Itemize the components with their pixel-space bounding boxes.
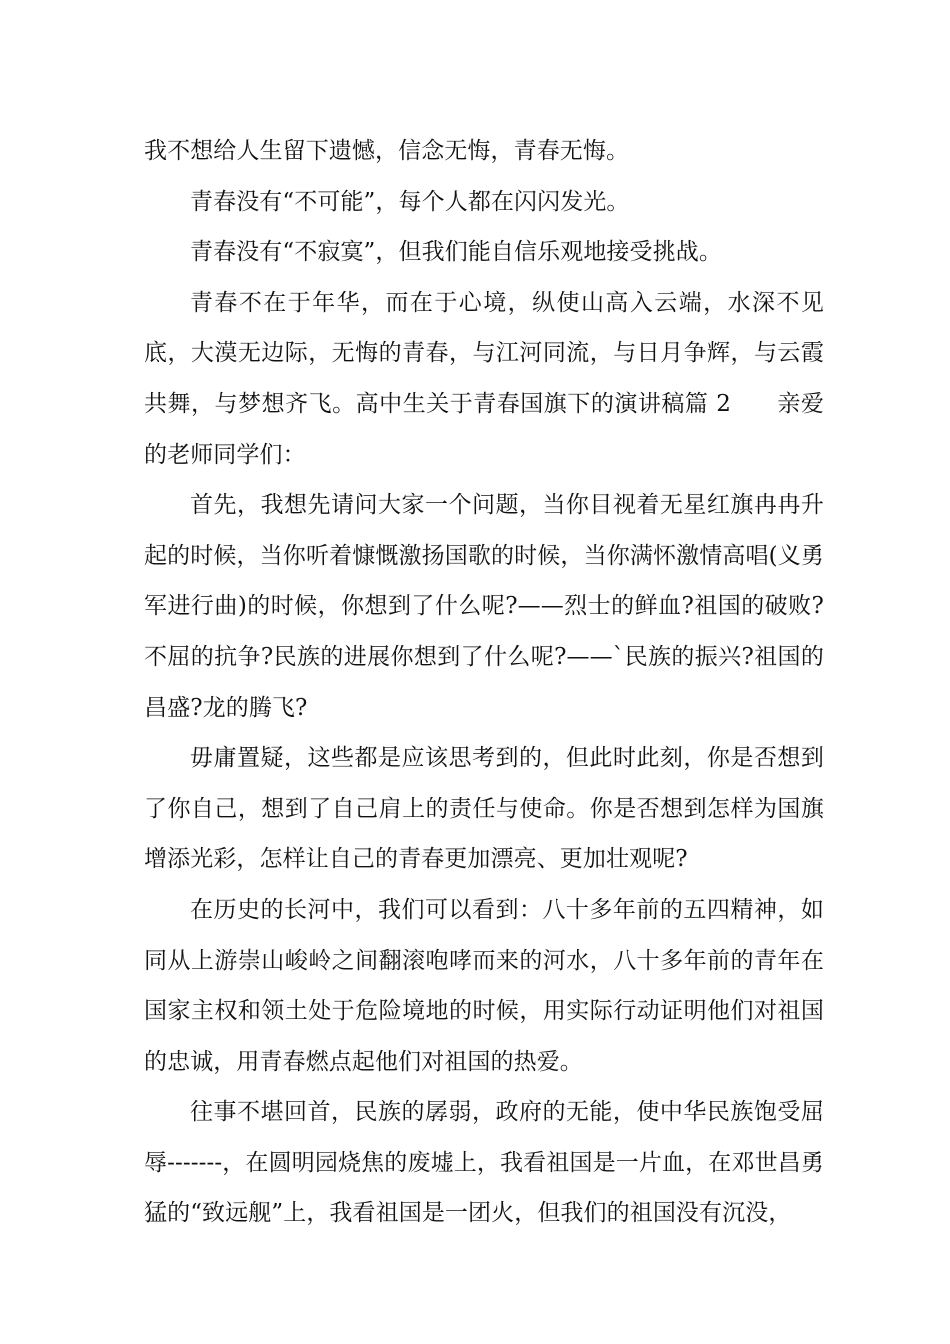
paragraph (144, 278, 824, 480)
paragraph: 我不想给人生留下遗憾，信念无悔，青春无悔。 (144, 138, 630, 164)
speech-title: 高中生关于青春国旗下的演讲稿篇 2 (355, 390, 731, 417)
paragraph: 毋庸置疑，这些都是应该思考到的，但此时此刻，你是否想到了你自己，想到了自己肩上的责任与使命。你是否想到怎样为国旗增添光彩，怎样让自己的青春更加漂亮、更加壮观呢? (144, 745, 824, 873)
paragraph: 青春没有“不可能”，每个人都在闪闪发光。 (190, 188, 630, 215)
paragraph: 首先，我想先请问大家一个问题，当你目视着无星红旗冉冉升起的时候，当你听着慷慨激扬国歌的时候，当你满怀激情高唱(义勇军进行曲)的时候，你想到了什么呢?——烈士的鲜血?祖国的破败?不屈的抗争?民族的进展你想到了什么呢?——`民族的振兴?祖国的昌盛?龙的腾飞? (144, 492, 824, 721)
paragraph: 往事不堪回首，民族的孱弱，政府的无能，使中华民族饱受屈辱-------，在圆明园烧焦的废墟上，我看祖国是一片血，在邓世昌勇猛的“致远舰”上，我看祖国是一团火，但我们的祖国没有沉没， (144, 1099, 824, 1227)
paragraph-text: 青春不在于年华，而在于心境，纵使山高入云端，水深不见底，大漠无边际，无悔的青春，与江河同流，与日月争辉，与云霞共舞，与梦想齐飞。 (144, 289, 824, 417)
paragraph: 青春没有“不寂寞”，但我们能自信乐观地接受挑战。 (190, 239, 722, 266)
document-body (144, 126, 824, 1239)
salutation: 亲爱的老师同学们： (144, 390, 825, 468)
paragraph: 在历史的长河中，我们可以看到：八十多年前的五四精神，如同从上游崇山峻岭之间翻滚咆哮而来的河水，八十多年前的青年在国家主权和领土处于危险境地的时候，用实际行动证明他们对祖国的忠诚，用青春燃点起他们对祖国的热爱。 (144, 896, 824, 1075)
